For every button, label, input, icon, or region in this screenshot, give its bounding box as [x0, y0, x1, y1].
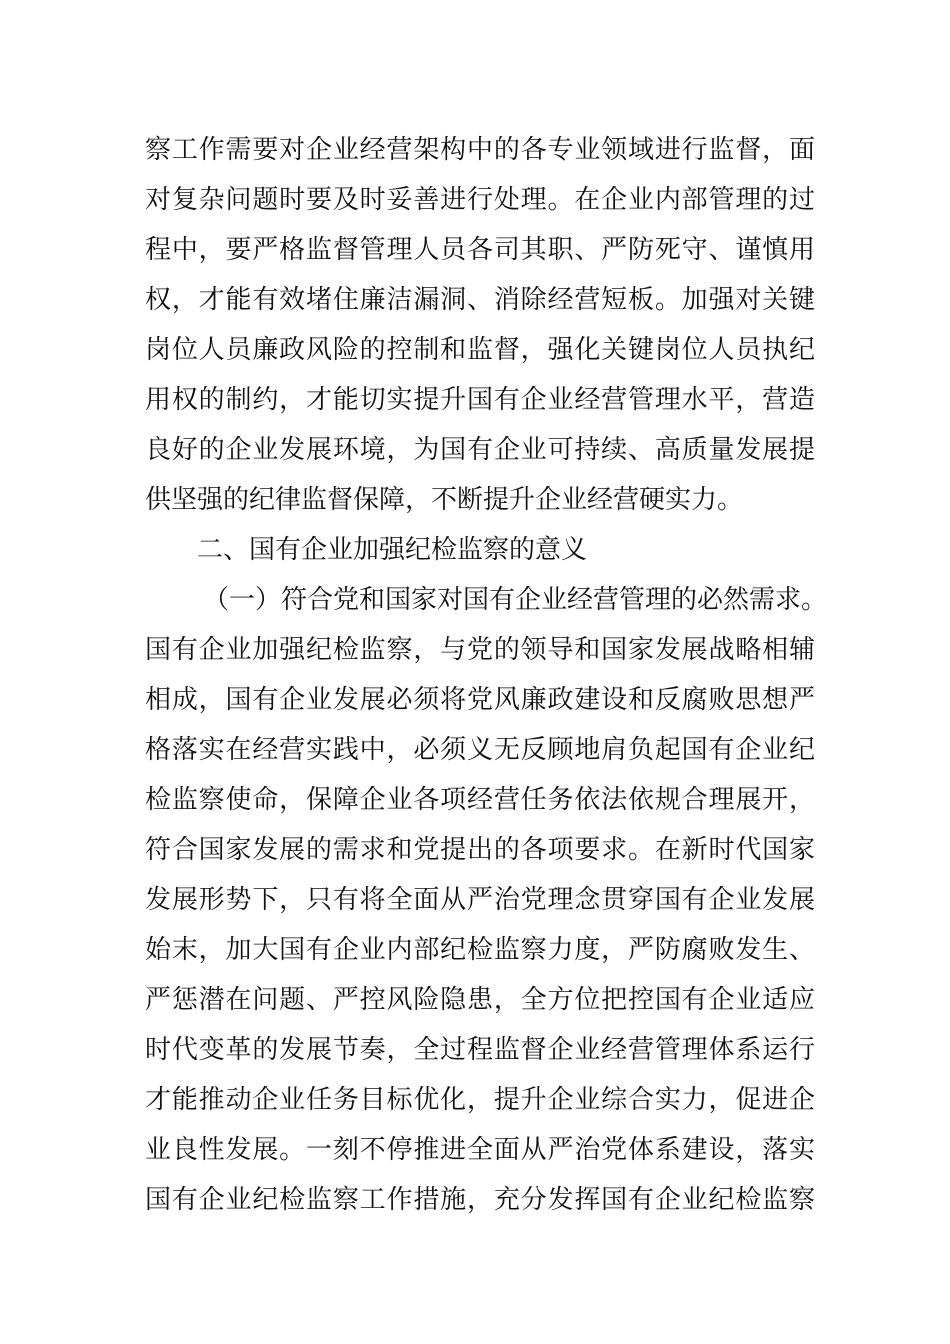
text-line: 国有企业加强纪检监察，与党的领导和国家发展战略相辅 [145, 635, 815, 665]
subsection-heading: （一）符合党和国家对国有企业经营管理的必然需求。 [203, 585, 828, 615]
text-line: 国有企业纪检监察工作措施，充分发挥国有企业纪检监察 [145, 1185, 815, 1215]
body-text [145, 125, 828, 1225]
text-line: 供坚强的纪律监督保障，不断提升企业经营硬实力。 [145, 485, 744, 515]
section-heading: 二、国有企业加强纪检监察的意义 [197, 535, 588, 565]
text-line: 符合国家发展的需求和党提出的各项要求。在新时代国家 [145, 835, 815, 865]
text-line: 才能推动企业任务目标优化，提升企业综合实力，促进企 [145, 1085, 815, 1115]
text-line: 用权的制约，才能切实提升国有企业经营管理水平，营造 [145, 385, 815, 415]
text-line: 发展形势下，只有将全面从严治党理念贯穿国有企业发展 [145, 885, 815, 915]
text-line: 始末，加大国有企业内部纪检监察力度，严防腐败发生、 [145, 935, 815, 965]
paragraph-1 [145, 125, 815, 525]
text-line: 格落实在经营实践中，必须义无反顾地肩负起国有企业纪 [145, 735, 815, 765]
text-line: 对复杂问题时要及时妥善进行处理。在企业内部管理的过 [145, 185, 815, 215]
text-line: 严惩潜在问题、严控风险隐患，全方位把控国有企业适应 [145, 985, 815, 1015]
text-line: 察工作需要对企业经营架构中的各专业领域进行监督，面 [145, 135, 815, 165]
text-line: 检监察使命，保障企业各项经营任务依法依规合理展开， [145, 785, 815, 815]
text-line: 岗位人员廉政风险的控制和监督，强化关键岗位人员执纪 [145, 335, 815, 365]
text-line: 相成，国有企业发展必须将党风廉政建设和反腐败思想严 [145, 685, 815, 715]
text-line: 程中，要严格监督管理人员各司其职、严防死守、谨慎用 [145, 235, 815, 265]
text-line: 业良性发展。一刻不停推进全面从严治党体系建设，落实 [145, 1135, 815, 1165]
text-line: 权，才能有效堵住廉洁漏洞、消除经营短板。加强对关键 [145, 285, 815, 315]
text-line: 良好的企业发展环境，为国有企业可持续、高质量发展提 [145, 435, 815, 465]
paragraph-2 [145, 625, 815, 1225]
text-line: 时代变革的发展节奏，全过程监督企业经营管理体系运行 [145, 1035, 815, 1065]
